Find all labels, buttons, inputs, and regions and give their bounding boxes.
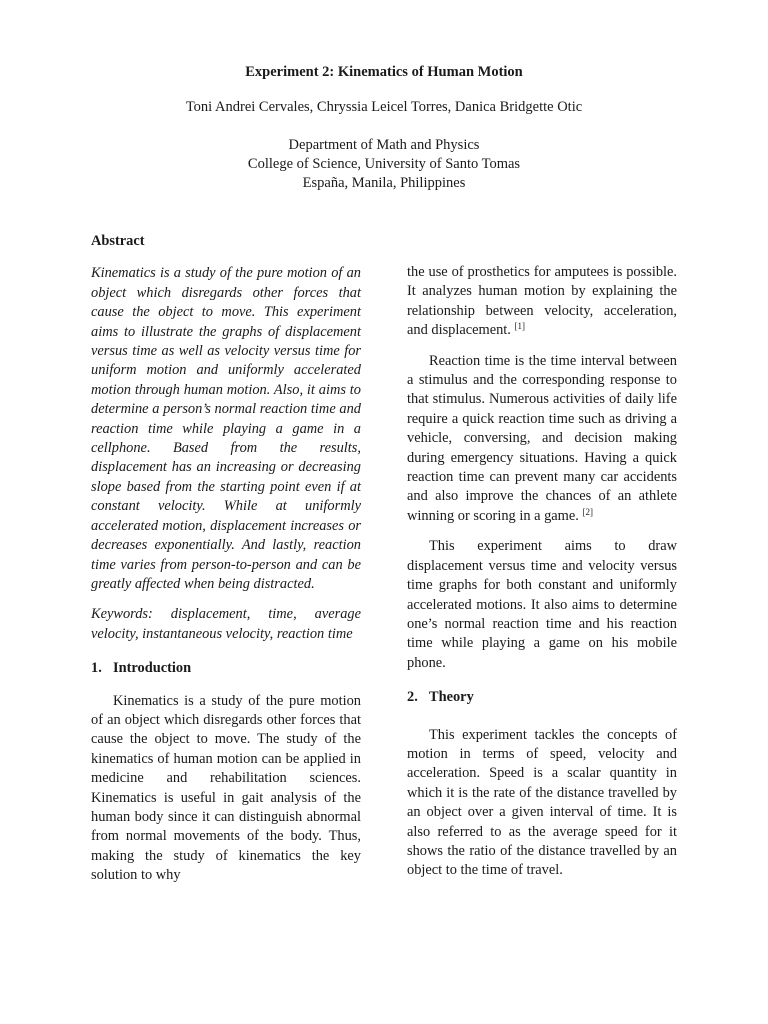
- citation-ref: [1]: [514, 321, 526, 332]
- author-list: Toni Andrei Cervales, Chryssia Leicel Torres, Danica Bridgette Otic: [185, 99, 583, 115]
- affiliation-department: Department of Math and Physics: [288, 137, 480, 153]
- affiliation-location: España, Manila, Philippines: [302, 175, 466, 191]
- introduction-heading: [91, 659, 361, 678]
- paper-title: Experiment 2: Kinematics of Human Motion: [245, 64, 523, 80]
- paragraph-text: Reaction time is the time interval between a stimulus and the corresponding response to that stimulus. Numerous activities of daily life require a quick reaction time such as driving a vehicle, conversing, and decision making during emergency situations. Having a quick reaction time can prevent many car accidents and also improve the chances of an athlete winning or scoring in a game.: [407, 352, 677, 524]
- introduction-paragraph-1-continued: [407, 263, 677, 341]
- introduction-paragraph-3: This experiment aims to draw displacement versus time and velocity versus time graphs for both constant and uniformly accelerated motions. It also aims to determine one’s normal reaction time and his reaction time while playing a game on his mobile phone.: [407, 538, 677, 671]
- citation-ref: [2]: [582, 506, 593, 517]
- abstract-heading: Abstract: [91, 233, 145, 249]
- section-number: 1.: [91, 660, 102, 677]
- right-column: [407, 263, 677, 881]
- left-column: [91, 232, 361, 886]
- abstract-body: Kinematics is a study of the pure motion of an object which disregards other forces that cause the object to move. This experiment aims to illustrate the graphs of displacement versus time as well as velocity versus time for uniform motion and uniformly accelerated motion through human motion. Also, it aims to determine a person’s normal reaction time and reaction time while playing a game in a cellphone. Based from the results, displacement has an increasing or decreasing slope based from the starting point even if at constant velocity. While at uniformly accelerated motion, displacement increases or decreases exponentially. And lastly, reaction time varies from person-to-person and can be greatly affected when being distracted.: [91, 265, 361, 592]
- introduction-paragraph-1: Kinematics is a study of the pure motion of an object which disregards other forces that cause the object to move. The study of the kinematics of human motion can be applied in medicine and rehabilitation sciences. Kinematics is useful in gait analysis of the human body since it can distinguish abnormal from normal movements of the body. Thus, making the study of kinematics the key solution to why: [91, 692, 361, 884]
- introduction-paragraph-2: [407, 352, 677, 527]
- section-number: 2.: [407, 689, 418, 706]
- theory-paragraph-1: This experiment tackles the concepts of motion in terms of speed, velocity and acceleration. Speed is a scalar quantity in which it is the rate of the distance travelled by an object over a given interval of time. It is also referred to as the average speed for it shows the ratio of the distance travelled by an object to the time of travel.: [407, 726, 677, 879]
- keywords: Keywords: displacement, time, average velocity, instantaneous velocity, reaction time: [91, 606, 361, 642]
- section-title-text: Introduction: [113, 660, 192, 677]
- theory-heading: [407, 688, 677, 707]
- affiliation-college: College of Science, University of Santo Tomas: [247, 156, 521, 172]
- affiliation: [0, 136, 768, 193]
- section-title-text: Theory: [429, 689, 474, 706]
- paragraph-text: the use of prosthetics for amputees is possible. It analyzes human motion by explaining the relationship between velocity, acceleration, and displacement.: [407, 264, 677, 339]
